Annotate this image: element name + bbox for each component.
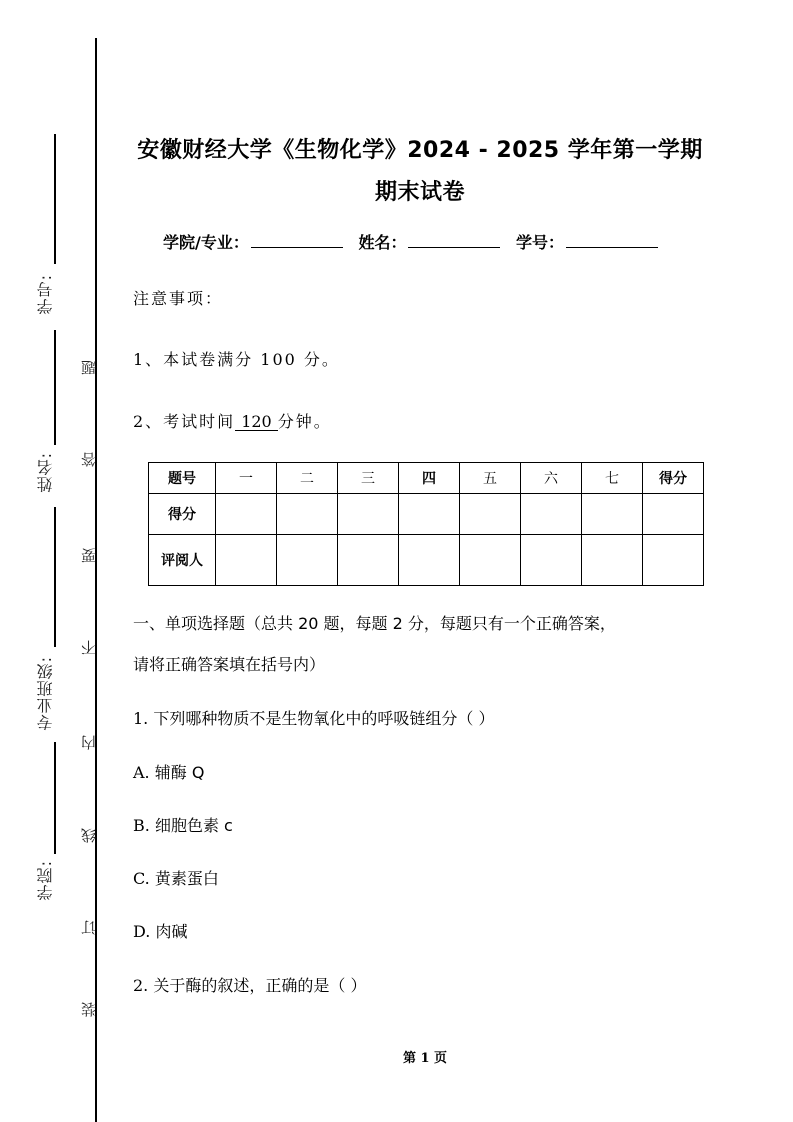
- underline-major-class: [54, 507, 56, 647]
- name-field[interactable]: [408, 233, 500, 248]
- score-cell[interactable]: [460, 494, 521, 535]
- option-letter: C.: [133, 869, 150, 888]
- header-cell: 二: [277, 463, 338, 494]
- score-cell[interactable]: [338, 494, 399, 535]
- header-cell: 三: [338, 463, 399, 494]
- grader-cell[interactable]: [216, 535, 277, 586]
- underline-student-id: [54, 134, 56, 264]
- college-major-field[interactable]: [251, 233, 343, 248]
- college-major-label: 学院/专业：: [163, 233, 249, 252]
- student-id-label: 学号：: [516, 233, 565, 252]
- score-table-header-row: [149, 463, 704, 494]
- option-letter: B.: [133, 816, 150, 835]
- seal-char: 题: [80, 360, 98, 375]
- underline-name: [54, 330, 56, 445]
- grader-cell[interactable]: [338, 535, 399, 586]
- seal-char: 装: [80, 1002, 98, 1017]
- field-label-name: 姓名:: [36, 452, 55, 493]
- student-info-line: [163, 230, 668, 253]
- question-1: [133, 706, 494, 729]
- option-a[interactable]: [133, 760, 204, 783]
- score-row: [149, 494, 704, 535]
- question-text: 下列哪种物质不是生物氧化中的呼吸链组分（ ）: [153, 709, 495, 728]
- header-cell: 七: [582, 463, 643, 494]
- score-cell[interactable]: [277, 494, 338, 535]
- seal-char: 要: [80, 548, 98, 563]
- grader-row: [149, 535, 704, 586]
- score-table: [148, 462, 704, 586]
- section-heading-line2: 请将正确答案填在括号内）: [133, 655, 326, 674]
- seal-char: 内: [80, 735, 98, 750]
- notes-heading: 注意事项：: [133, 289, 224, 308]
- option-c[interactable]: [133, 866, 219, 889]
- question-number: 2.: [133, 976, 149, 995]
- option-text: 黄素蛋白: [154, 869, 219, 888]
- seal-char: 答: [80, 452, 98, 467]
- option-text: 细胞色素 c: [154, 816, 233, 835]
- page-number: 第 1 页: [402, 1051, 448, 1066]
- option-b[interactable]: [133, 813, 233, 836]
- question-number: 1.: [133, 709, 149, 728]
- grader-cell[interactable]: [643, 535, 704, 586]
- header-cell: 五: [460, 463, 521, 494]
- score-cell[interactable]: [582, 494, 643, 535]
- underline-college: [54, 742, 56, 854]
- exam-title: 安徽财经大学《生物化学》2024 - 2025 学年第一学期: [137, 138, 703, 163]
- student-id-field[interactable]: [566, 233, 658, 248]
- note-item-2-prefix: 2、考试时间: [133, 412, 236, 431]
- binding-line: [95, 38, 97, 1122]
- question-2: [133, 973, 366, 996]
- header-cell: 四: [399, 463, 460, 494]
- header-cell: 六: [521, 463, 582, 494]
- header-cell: 题号: [149, 463, 216, 494]
- header-cell: 一: [216, 463, 277, 494]
- grader-cell[interactable]: [460, 535, 521, 586]
- question-text: 关于酶的叙述，正确的是（ ）: [153, 976, 367, 995]
- option-text: 辅酶 Q: [154, 763, 205, 782]
- seal-char: 线: [80, 828, 98, 843]
- grader-cell[interactable]: [277, 535, 338, 586]
- row-label-score: 得分: [149, 494, 216, 535]
- field-label-major-class: 专业班级:: [36, 656, 55, 731]
- option-text: 肉碱: [155, 922, 188, 941]
- score-cell[interactable]: [399, 494, 460, 535]
- grader-cell[interactable]: [582, 535, 643, 586]
- row-label-grader: 评阅人: [149, 535, 216, 586]
- exam-subtitle: 期末试卷: [374, 180, 465, 205]
- exam-duration-value: 120: [235, 414, 278, 431]
- option-d[interactable]: [133, 919, 187, 942]
- seal-char: 订: [80, 920, 98, 935]
- score-cell[interactable]: [216, 494, 277, 535]
- field-label-student-id: 学号:: [36, 274, 55, 315]
- header-cell: 得分: [643, 463, 704, 494]
- seal-char: 不: [80, 640, 98, 655]
- name-label: 姓名：: [358, 233, 407, 252]
- section-heading-line1: 一、单项选择题（总共 20 题，每题 2 分，每题只有一个正确答案，: [133, 614, 616, 633]
- grader-cell[interactable]: [521, 535, 582, 586]
- field-label-college: 学院:: [36, 860, 55, 901]
- grader-cell[interactable]: [399, 535, 460, 586]
- note-item-2: [133, 409, 332, 432]
- note-item-1: 1、本试卷满分 100 分。: [133, 350, 340, 369]
- option-letter: D.: [133, 922, 151, 941]
- note-item-2-suffix: 分钟。: [277, 412, 332, 431]
- score-cell[interactable]: [643, 494, 704, 535]
- option-letter: A.: [133, 763, 150, 782]
- score-cell[interactable]: [521, 494, 582, 535]
